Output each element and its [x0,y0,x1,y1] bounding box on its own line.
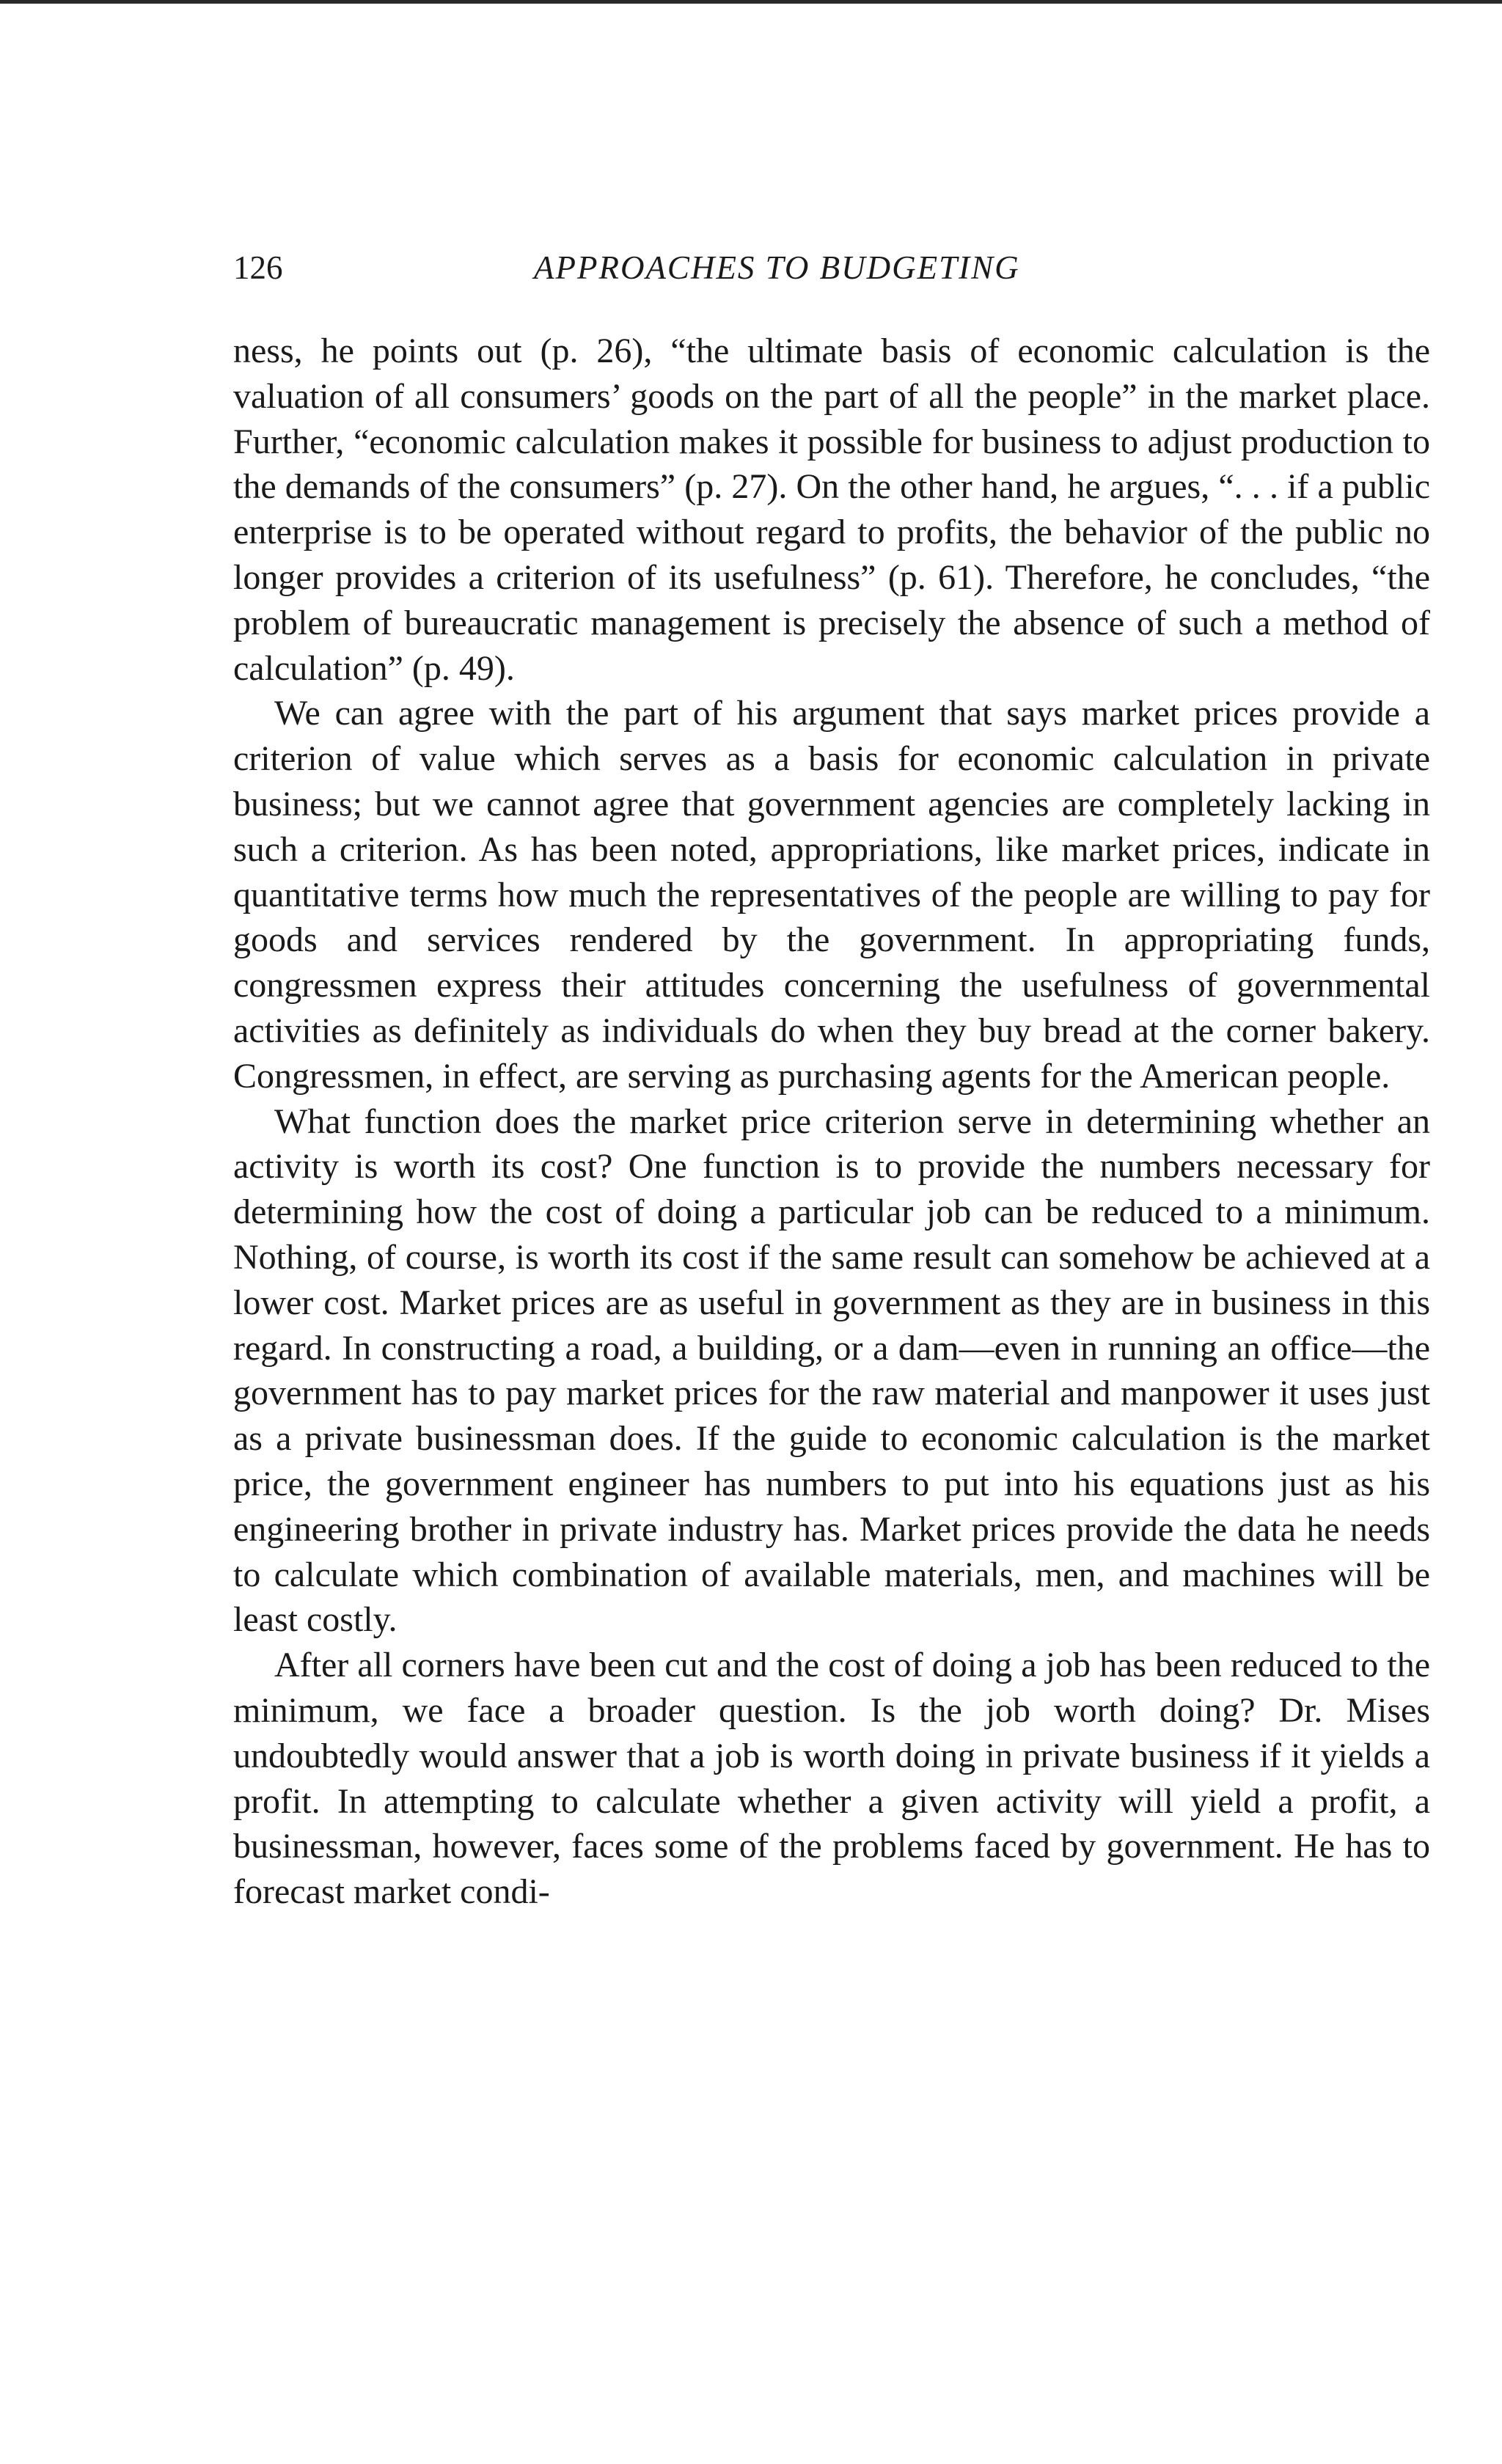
paragraph-market-prices: We can agree with the part of his argument that says market prices provide a criterion of value which serves as a basis for economic calculation in private business; but we cannot agree that government agencies are completely lacking in such a criterion. As has been noted, appropriations, like market prices, indicate in quantitative terms how much the representatives of the people are willing to pay for goods and services rendered by the government. In appropriating funds, congressmen express their attitudes concerning the usefulness of governmental activities as definitely as individuals do when they buy bread at the corner bakery. Congressmen, in effect, are serving as purchasing agents for the American people. [233,694,1430,1096]
book-page [233,242,1430,1915]
paragraph-job-worth: After all corners have been cut and the cost of doing a job has been reduced to the minimum, we face a broader question. Is the job worth doing? Dr. Mises undoubtedly would answer that a job is worth doing in private business if it yields a profit. In attempting to calculate whether a given activity will yield a profit, a businessman, however, faces some of the problems faced by government. He has to forecast market condi- [233,1646,1430,1912]
paragraph-price-criterion: What function does the market price criterion serve in determining whether an activity is worth its cost? One function is to provide the numbers necessary for determining how the cost of doing a particular job can be reduced to a minimum. Nothing, of course, is worth its cost if the same result can somehow be achieved at a lower cost. Market prices are as useful in government as they are in business in this regard. In constructing a road, a building, or a dam—even in running an office—the government has to pay market prices for the raw material and manpower it uses just as a private businessman does. If the guide to economic calculation is the market price, the government engineer has numbers to put into his equations just as his engineering brother in private industry has. Market prices provide the data he needs to calculate which combination of available materials, men, and machines will be least costly. [233,1101,1430,1640]
running-head [233,242,1430,293]
running-title: APPROACHES TO BUDGETING [534,249,1020,286]
page-number: 126 [233,249,283,286]
body-text [233,329,1430,1915]
paragraph-continuation: ness, he points out (p. 26), “the ultimate basis of economic calculation is the valuation of all consumers’ goods on the part of all the people” in the market place. Further, “economic calculation makes it possible for business to adjust production to the demands of the consumers” (p. 27). On the other hand, he argues, “. . . if a public enterprise is to be operated without regard to profits, the behavior of the public no longer provides a criterion of its usefulness” (p. 61). Therefore, he concludes, “the problem of bureaucratic management is precisely the absence of such a method of calculation” (p. 49). [233,331,1430,688]
top-edge-rule [0,0,1502,4]
